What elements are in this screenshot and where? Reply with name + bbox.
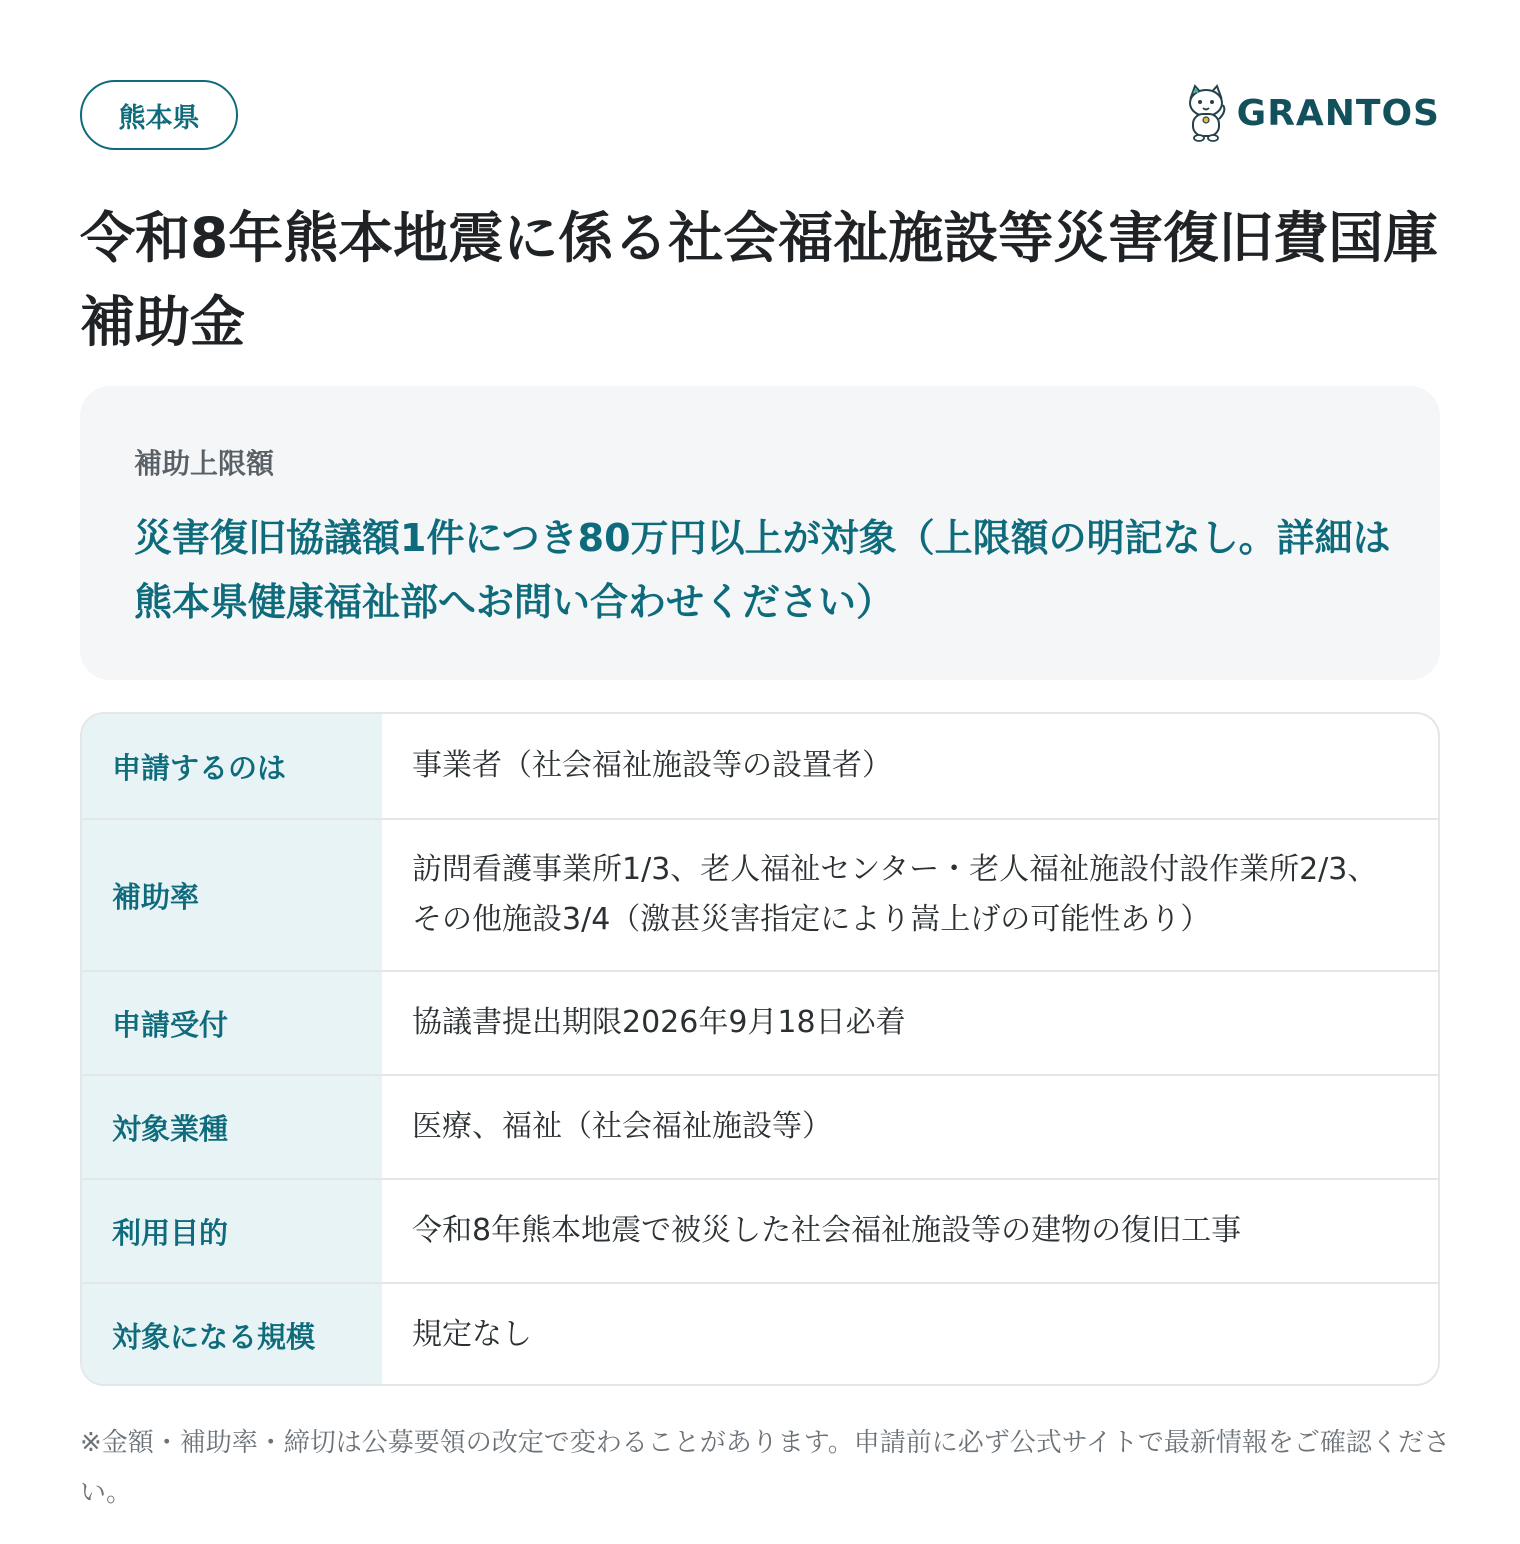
row-value: 訪問看護事業所1/3、老人福祉センター・老人福祉施設付設作業所2/3、その他施設3/4（激甚災害指定により嵩上げの可能性あり） [412, 852, 1378, 937]
info-table [80, 712, 1440, 1386]
row-value: 事業者（社会福祉施設等の設置者） [412, 748, 892, 783]
subsidy-limit-card [80, 386, 1440, 680]
table-row [82, 1178, 1438, 1282]
table-row [82, 714, 1438, 818]
row-value: 協議書提出期限2026年9月18日必着 [412, 1005, 906, 1040]
table-row [82, 1074, 1438, 1178]
row-value: 令和8年熊本地震で被災した社会福祉施設等の建物の復旧工事 [412, 1213, 1242, 1248]
row-key: 利用目的 [82, 1180, 382, 1282]
row-key: 対象業種 [82, 1076, 382, 1178]
footnote: ※金額・補助率・締切は公募要領の改定で変わることがあります。申請前に必ず公式サイトで最新情報をご確認ください。 [80, 1428, 1450, 1508]
row-value: 医療、福祉（社会福祉施設等） [412, 1109, 832, 1144]
table-row [82, 818, 1438, 970]
row-key: 申請受付 [82, 972, 382, 1074]
table-row [82, 970, 1438, 1074]
subsidy-limit-value: 災害復旧協議額1件につき80万円以上が対象（上限額の明記なし。詳細は熊本県健康福祉部へお問い合わせください） [134, 516, 1391, 624]
brand-name: GRANTOS [1236, 92, 1440, 134]
page-title: 令和8年熊本地震に係る社会福祉施設等災害復旧費国庫補助金 [80, 206, 1439, 354]
table-row [82, 1282, 1438, 1386]
row-key: 対象になる規模 [82, 1284, 382, 1386]
row-key: 申請するのは [82, 714, 382, 818]
region-badge: 熊本県 [80, 80, 238, 150]
maneki-neko-cat-icon [1183, 83, 1229, 143]
row-key: 補助率 [82, 820, 382, 970]
row-value: 規定なし [412, 1317, 532, 1352]
subsidy-limit-label: 補助上限額 [134, 447, 275, 480]
brand-logo [1183, 82, 1440, 144]
